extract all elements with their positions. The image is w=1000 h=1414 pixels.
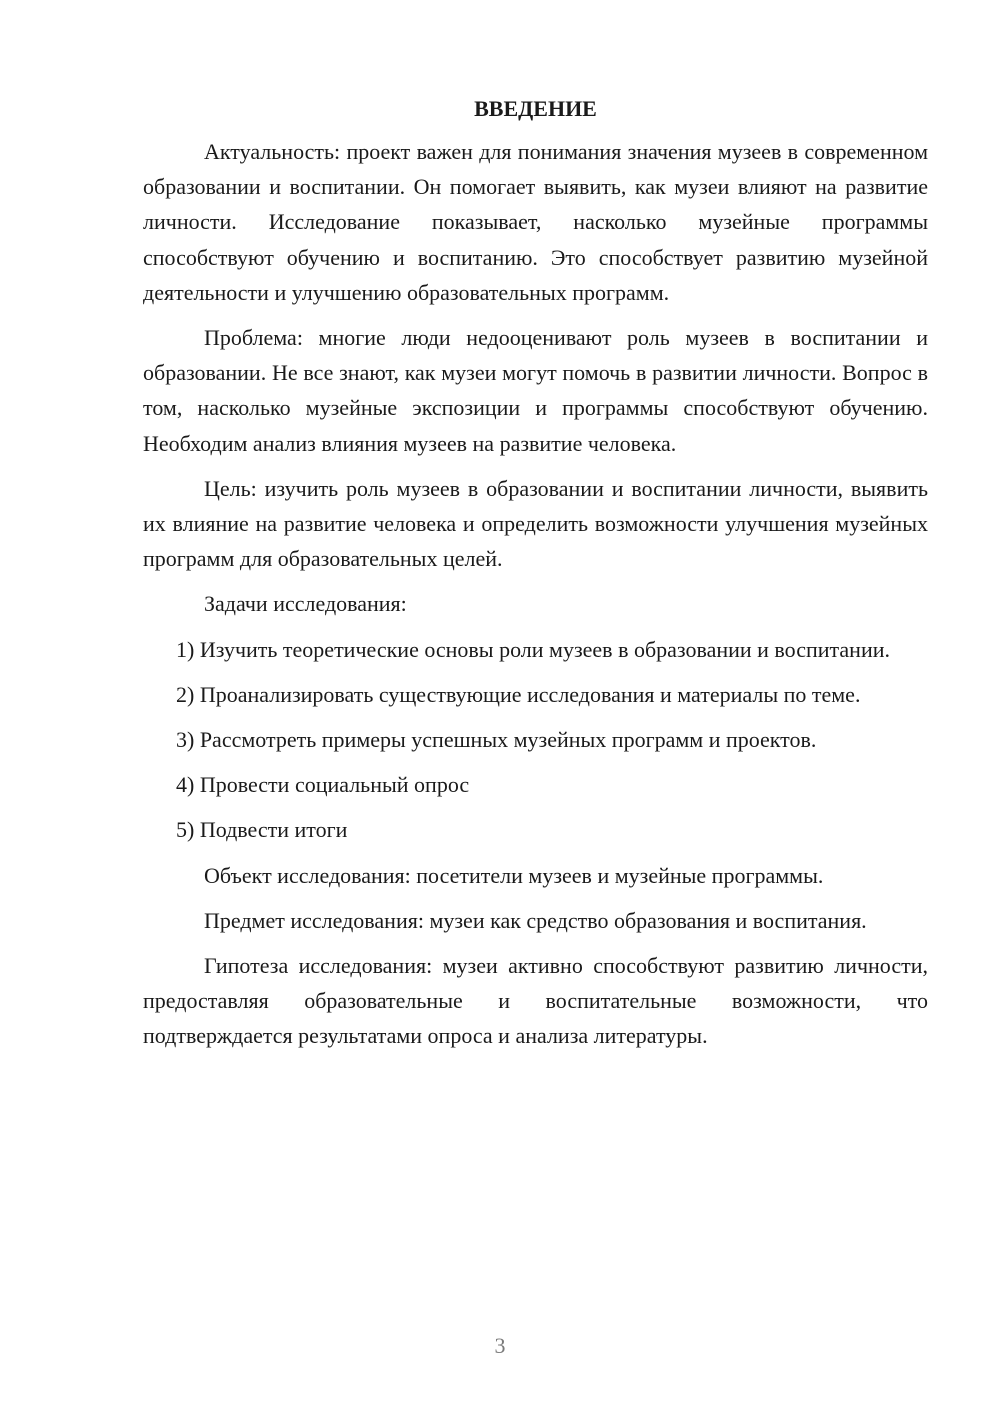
- tasks-list: [143, 632, 928, 848]
- list-item: 5) Подвести итоги: [176, 817, 348, 843]
- paragraph-hypothesis: Гипотеза исследования: музеи активно способствуют развитию личности, предоставляя образовательные и воспитательные возможности, что подтверждается результатами опроса и анализа литературы.: [143, 953, 928, 1049]
- list-item: 4) Провести социальный опрос: [176, 772, 470, 798]
- paragraph-relevance: Актуальность: проект важен для понимания значения музеев в современном образовании и воспитании. Он помогает выявить, как музеи влияют на развитие личности. Исследование показывает, насколько музейные программы способствуют обучению и воспитанию. Это способствует развитию музейной деятельности и улучшению образовательных программ.: [143, 139, 928, 305]
- section-heading: ВВЕДЕНИЕ: [474, 96, 597, 121]
- document-page: [143, 94, 928, 1064]
- list-item: 1) Изучить теоретические основы роли музеев в образовании и воспитании.: [176, 636, 891, 662]
- page-number: 3: [494, 1333, 506, 1358]
- paragraph-tasks-heading: Задачи исследования:: [204, 591, 407, 617]
- list-item: 2) Проанализировать существующие исследования и материалы по теме.: [176, 681, 861, 707]
- paragraph-goal: Цель: изучить роль музеев в образовании и воспитании личности, выявить их влияние на развитие человека и определить возможности улучшения музейных программ для образовательных целей.: [143, 475, 928, 572]
- paragraph-object: Объект исследования: посетители музеев и музейные программы.: [204, 862, 824, 888]
- paragraph-subject: Предмет исследования: музеи как средство образования и воспитания.: [204, 907, 867, 933]
- paragraph-problem: Проблема: многие люди недооценивают роль музеев в воспитании и образовании. Не все знают, как музеи могут помочь в развитии личности. Вопрос в том, насколько музейные экспозиции и программы способствуют обучению. Необходим анализ влияния музеев на развитие человека.: [143, 325, 928, 456]
- list-item: 3) Рассмотреть примеры успешных музейных программ и проектов.: [176, 727, 817, 753]
